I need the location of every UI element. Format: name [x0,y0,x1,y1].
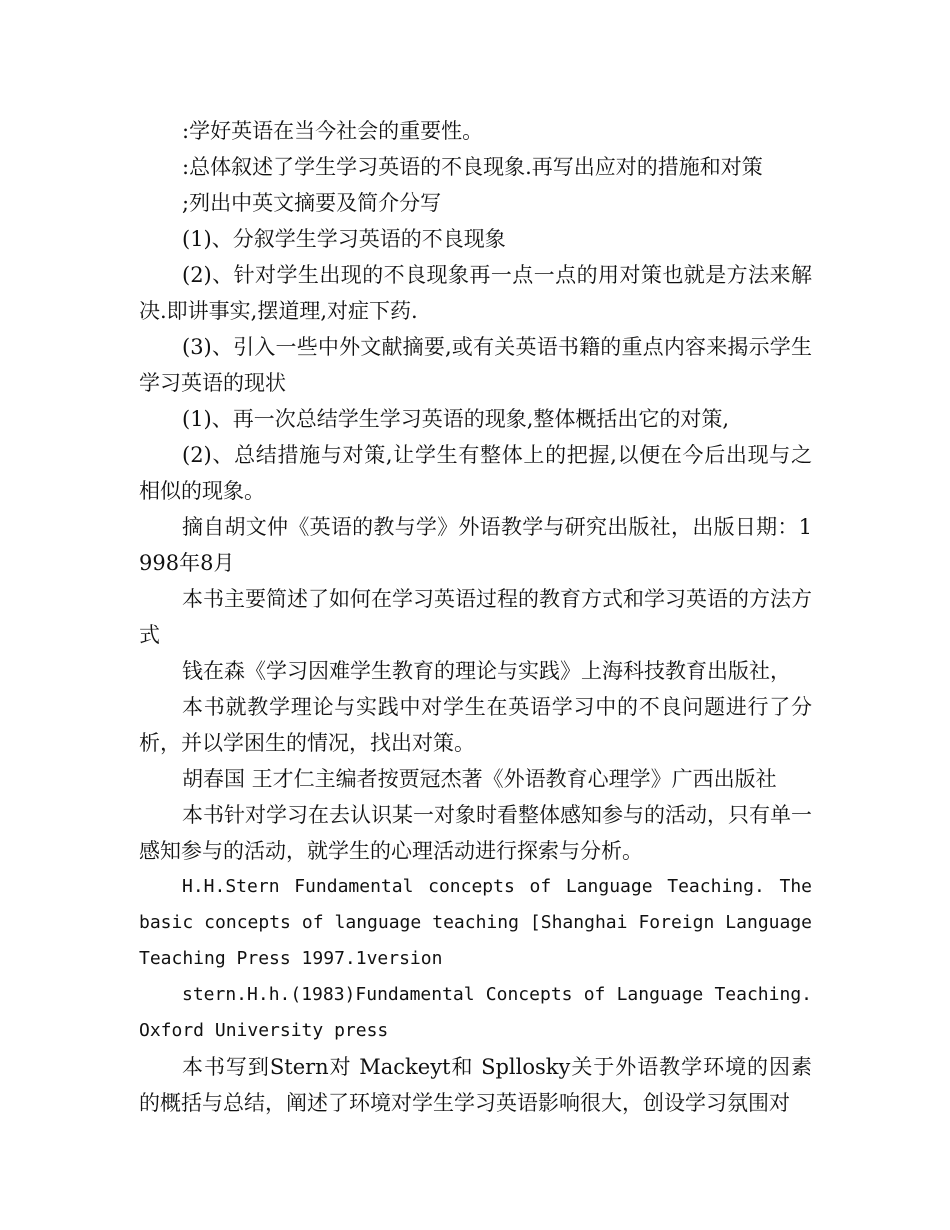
paragraph-overview: :总体叙述了学生学习英语的不良现象.再写出应对的措施和对策 [182,155,763,179]
paragraph-reference-qian-note: 本书就教学理论与实践中对学生在英语学习中的不良问题进行了分析，并以学困生的情况，找出对策。 [139,695,812,755]
paragraph-reference-jia-note: 本书针对学习在去认识某一对象时看整体感知参与的活动，只有单一感知参与的活动，就学生的心理活动进行探索与分析。 [139,803,812,863]
paragraph-reference-qian: 钱在森《学习因难学生教育的理论与实践》上海科技教育出版社， [182,659,791,683]
paragraph-reference-hu: 摘自胡文仲《英语的教与学》外语教学与研究出版社，出版日期：1998年8月 [139,515,812,575]
paragraph-reference-stern-2: stern.H.h.(1983)Fundamental Concepts of Language Teaching. Oxford University press [139,984,812,1041]
paragraph-abstract: ;列出中英文摘要及简介分写 [182,191,442,215]
paragraph-point-3: (3)、引入一些中外文献摘要,或有关英语书籍的重点内容来揭示学生学习英语的现状 [139,335,812,395]
paragraph-reference-stern-note: 本书写到Stern对 Mackeyt和 Spllosky关于外语教学环境的因素的概括与总结，阐述了环境对学生学习英语影响很大，创设学习氛围对 [139,1055,812,1115]
paragraph-importance: :学好英语在当今社会的重要性。 [182,119,484,143]
document-body [139,113,812,1121]
paragraph-reference-stern-1: H.H.Stern Fundamental concepts of Language Teaching. The basic concepts of language teaching [Shanghai Foreign Language Teaching Press 1997.1version [139,876,812,969]
paragraph-point-1: (1)、分叙学生学习英语的不良现象 [182,227,506,251]
paragraph-summary-2: (2)、总结措施与对策,让学生有整体上的把握,以便在今后出现与之相似的现象。 [139,443,812,503]
paragraph-point-2: (2)、针对学生出现的不良现象再一点一点的用对策也就是方法来解决.即讲事实,摆道理,对症下药. [139,263,812,323]
paragraph-reference-jia: 胡春国 王才仁主编者按贾冠杰著《外语教育心理学》广西出版社 [182,767,777,791]
paragraph-summary-1: (1)、再一次总结学生学习英语的现象,整体概括出它的对策, [182,407,730,431]
paragraph-reference-hu-note: 本书主要简述了如何在学习英语过程的教育方式和学习英语的方法方式 [139,587,812,647]
